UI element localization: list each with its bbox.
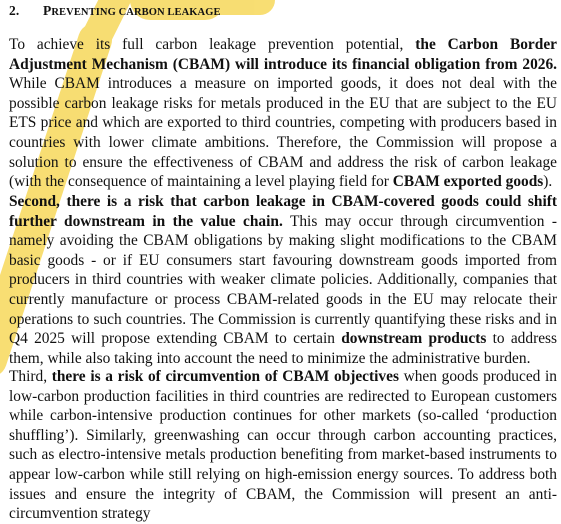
paragraph-text: While CBAM introduces a measure on imported goods, it does not deal with the possible carbon leakage risks for metals produced in the EU that are subject to the EU ETS price and which are exported to third countries, competing with producers based in countries with lower climate ambitions. Therefore, the Commission will propose a solution to ensure the effectiveness of CBAM and address the risk of carbon leakage (with the consequence of maintaining a level playing field for [9, 75, 557, 191]
paragraph-text: This may occur through circumvention - namely avoiding the CBAM obligations by making slight modifications to the CBAM basic goods - or if EU consumers start favouring downstream goods imported from producers in third countries with weaker climate policies. Additionally, companies that currently manufacture or process CBAM-related goods in the EU may relocate their operations to such countries. The Commission is currently quantifying these risks and in Q4 2025 will propose extending CBAM to certain [9, 212, 557, 348]
paragraph-emphasis: downstream products [341, 330, 487, 348]
paragraph-text: to address them, while also taking into account the need to minimize the administrative burden. [9, 330, 558, 367]
section-title: REVENTING CARBON LEAKAGE [51, 7, 221, 18]
paragraph-downstream-leakage [9, 192, 557, 368]
paragraph-emphasis: CBAM exported goods [392, 173, 544, 191]
paragraph-text: when goods produced in low-carbon production facilities in third countries are redirected to European customers while carbon-intensive production continues for other markets (so-called ‘production shuffling’). Similarly, greenwashing can occur through carbon accounting practices, such as electro-intensive metals production benefiting from market-based instruments to appear low-carbon while still relying on high-emission energy sources. To address both issues and ensure the integrity of CBAM, the Commission will present an anti-circumvention strategy [9, 368, 558, 523]
paragraph-emphasis: there is a risk of circumvention of CBAM objectives [51, 368, 399, 385]
paragraph-financial-obligation [9, 35, 557, 192]
section-title-initial: P [43, 3, 52, 18]
paragraph-emphasis: the Carbon Border Adjustment Mechanism (CBAM) will introduce its financial obligation from 2026. [9, 36, 557, 73]
section-heading [9, 3, 557, 19]
paragraph-text: Third, [9, 368, 52, 385]
section-number: 2. [9, 3, 20, 18]
paragraph-text: ). [543, 173, 553, 191]
paragraph-text: To achieve its full carbon leakage prevention potential, [9, 36, 416, 53]
paragraph-emphasis: Second, there is a risk that carbon leakage in CBAM-covered goods could shift further downstream in the value chain. [9, 193, 557, 230]
paragraph-circumvention [9, 367, 557, 524]
